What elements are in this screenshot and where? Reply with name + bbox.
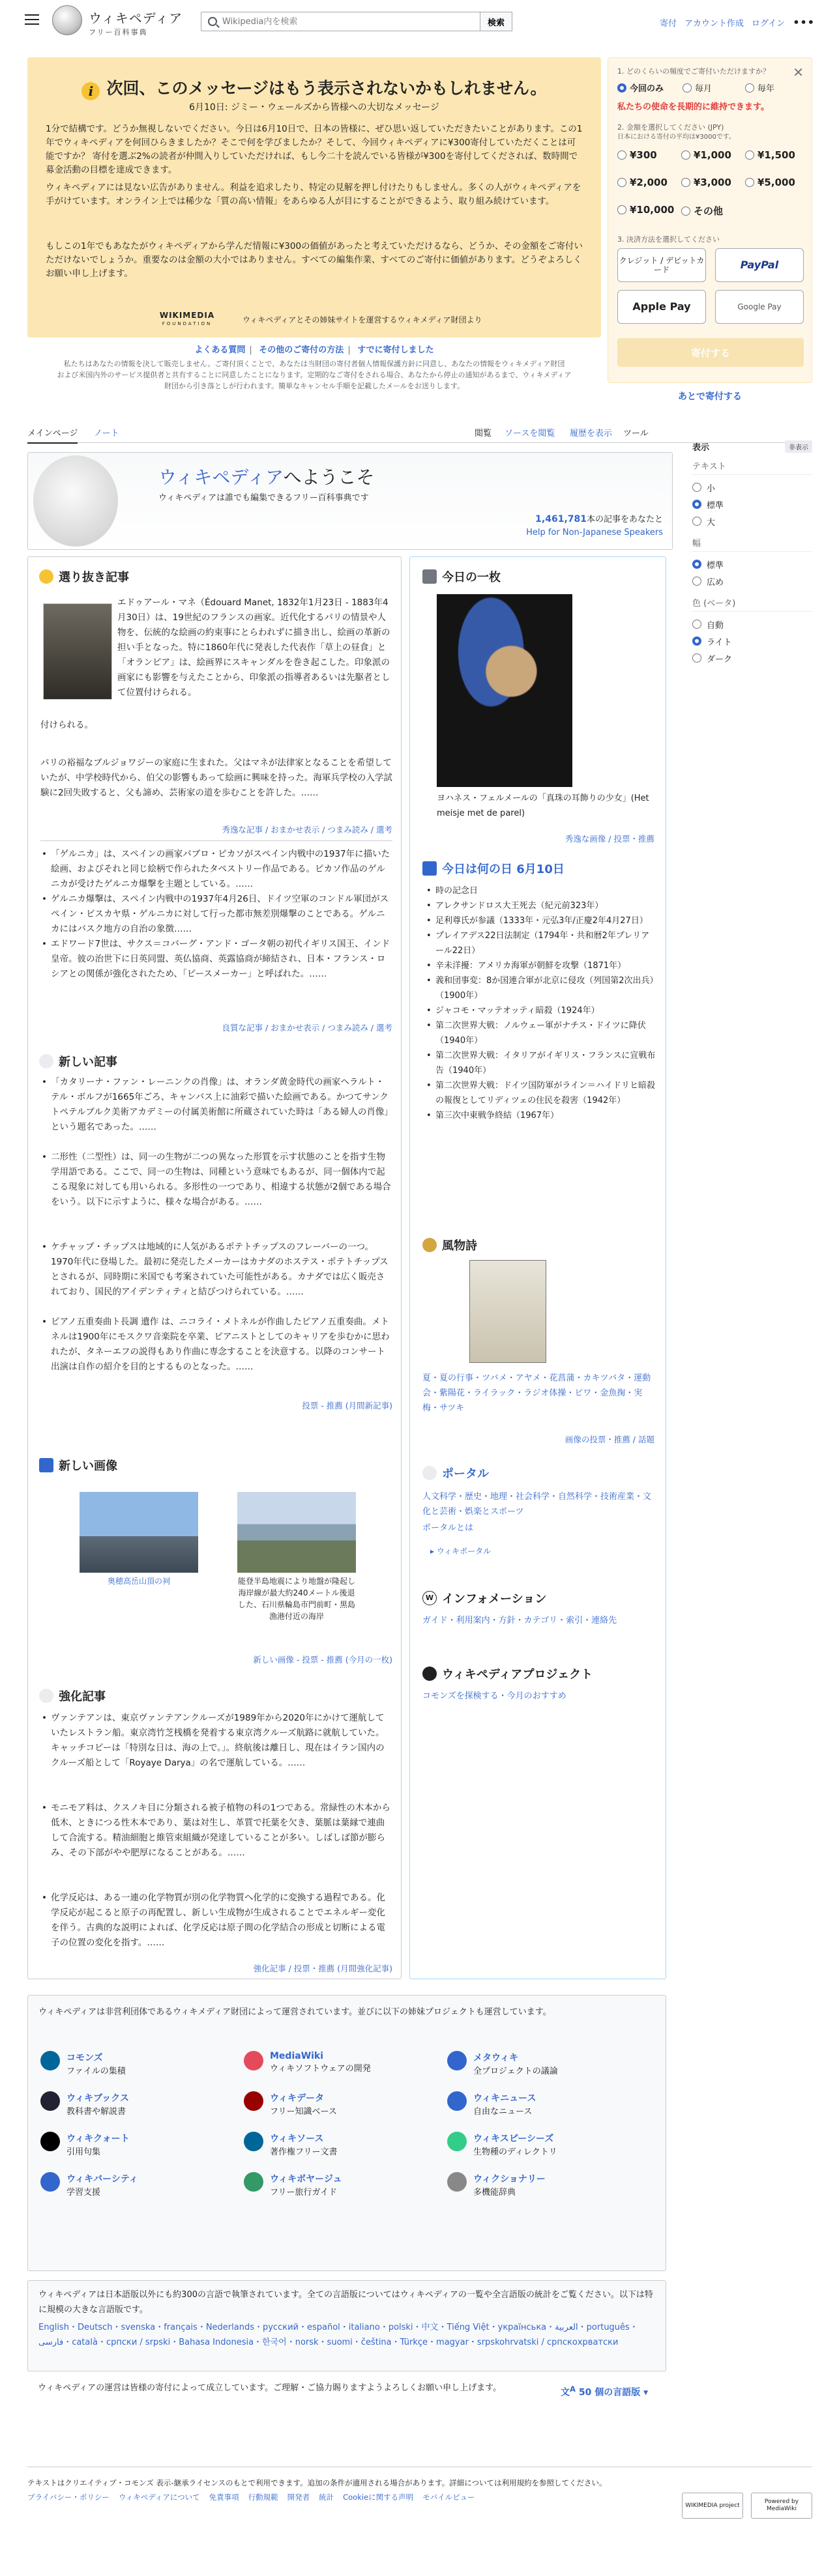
width-label: 幅 xyxy=(692,536,812,552)
portal-heading[interactable]: ポータル xyxy=(422,1465,489,1481)
potd-image[interactable] xyxy=(437,594,572,787)
image-caption-2: 能登半島地震により地盤が隆起し海岸線が最大約240メートル後退した、石川県輪島市門前町・黒島漁港付近の海岸 xyxy=(237,1577,355,1621)
new-images-heading: 新しい画像 xyxy=(39,1457,117,1474)
donate-submit-button[interactable]: 寄付する xyxy=(617,338,804,367)
sister-project[interactable] xyxy=(244,2051,371,2074)
project-heading: ウィキペディアプロジェクト xyxy=(422,1665,593,1682)
good-articles-links[interactable]: 良質な記事 / おまかせ表示 / つまみ読み / 選考 xyxy=(222,1023,392,1033)
amount-2000[interactable]: ¥2,000 xyxy=(617,177,668,188)
project-logo-icon xyxy=(244,2132,263,2151)
wikipedia-w-icon: W xyxy=(422,1591,437,1605)
create-account-link[interactable]: アカウント作成 xyxy=(684,19,744,29)
list-item[interactable]: • ジャコモ・マッテオッティ暗殺（1924年） xyxy=(425,1003,657,1018)
welcome-title: ウィキペディアへようこそ xyxy=(158,466,375,488)
star-icon xyxy=(39,569,53,584)
privacy-link[interactable]: プライバシー・ポリシー xyxy=(27,2493,110,2502)
faq-link[interactable]: よくある質問 xyxy=(194,345,246,355)
languages-list[interactable]: English・Deutsch・svenska・français・Nederlands・русский・español・italiano・polski・中文・Tiếng Việt・українська・العربية・português・فارسی・català・српски / srpski・Bahasa Indonesia・한국어・norsk・suomi・čeština・Türkçe・magyar・srpskohrvatski / српскохрватски xyxy=(38,2323,638,2347)
sister-project[interactable] xyxy=(447,2091,536,2117)
project-icon xyxy=(422,1667,437,1681)
info-body[interactable]: ガイド・利用案内・方針・カテゴリ・索引・連絡先 xyxy=(422,1616,617,1625)
tab-main[interactable]: メインページ xyxy=(27,426,78,444)
project-desc: 教科書や解説書 xyxy=(66,2107,126,2117)
search-input[interactable] xyxy=(222,17,480,27)
enhanced-heading: 強化記事 xyxy=(39,1687,106,1704)
banner-paragraph: もしこの1年でもあなたがウィキペディアから学んだ情報に¥300の価値があったと考えていただけるなら、どうか、その金額をご寄付いただけないでしょうか。重要なのは金額の大小ではありません。すべての編集作業、すべてのご寄付に価値があります。どうぞよろしくお願い申し上げます。 xyxy=(46,241,583,279)
manet-portrait[interactable] xyxy=(43,603,112,700)
project-logo-icon xyxy=(244,2172,263,2192)
project-name[interactable]: MediaWiki xyxy=(270,2051,324,2061)
help-link[interactable]: Help for Non-Japanese Speakers xyxy=(526,528,663,537)
tab-talk[interactable]: ノート xyxy=(94,429,119,438)
onthisday-heading[interactable]: 今日は何の日 6月10日 xyxy=(422,860,565,877)
frequency-note: 私たちの使命を長期的に維持できます。 xyxy=(617,102,769,112)
sister-project[interactable] xyxy=(40,2172,138,2197)
hide-button[interactable]: 非表示 xyxy=(785,440,812,453)
site-tagline: フリー百科事典 xyxy=(89,28,148,36)
sister-project[interactable] xyxy=(447,2051,558,2076)
language-box xyxy=(27,2280,666,2371)
project-name[interactable]: ウィキバーシティ xyxy=(66,2174,138,2184)
project-name[interactable]: ウィキボヤージュ xyxy=(270,2174,342,2184)
banner-subtitle: 6月10日: ジミー・ウェールズから皆様への大切なメッセージ xyxy=(189,102,439,113)
star-outline-icon xyxy=(39,1689,53,1703)
language-count-button[interactable]: 文$^A$ 50 個の言語版 ▾ xyxy=(561,2384,649,2398)
project-name[interactable]: ウィキスピーシーズ xyxy=(473,2134,554,2144)
width-standard[interactable]: 標準 xyxy=(692,556,812,573)
fundraising-banner xyxy=(27,57,601,337)
banner-paragraph: ウィキペディアには見ない広告がありません。利益を追求したり、特定の見解を押し付けたりもしません。多くの人がウィキペディアを手がけています。オンライン上では稀少な「質の高い情報」をあらゆる人が目にすることができるよう、取り組み続けています。 xyxy=(46,182,581,207)
project-desc: フリー知識ベース xyxy=(270,2107,337,2117)
project-name[interactable]: ウィキクォート xyxy=(66,2134,130,2144)
new-images-links[interactable]: 新しい画像 - 投票 - 推薦 (今月の一枚) xyxy=(253,1655,392,1665)
color-label: 色 (ベータ) xyxy=(692,596,812,612)
fudoshi-body[interactable]: 夏・夏の行事・ツバメ・アヤメ・花菖蒲・カキツバタ・運動会・紫陽花・ライラック・ラジオ体操・ビワ・金魚掬・実梅・サツキ xyxy=(422,1373,651,1413)
appearance-title: 表示 xyxy=(692,443,710,453)
appearance-panel xyxy=(692,440,812,666)
list-item[interactable]: • ゲルニカ爆撃は、スペイン内戦中の1937年4月26日、ドイツ空軍のコンドル軍団がスペイン・ビスカヤ県・ゲルニカに対して行った都市無差別爆撃のことである。ゲルニカにはバスク地方の自治の象徴…… xyxy=(40,892,392,937)
banner-fine-print: 私たちはあなたの情報を決して販売しません。ご寄付頂くことで、あなたは当財団の寄付者個人情報保護方針に同意し、あなたの情報をウィキメディア財団 および米国内外のサービス提供者と共有することに同意したことになります。定期的なご寄付をされる場合、あなたから停止の通知があるまで、ウィキメディア 財団から引き落としが行われます。簡単なキャンセル手順を記載したメールをお送りします。 xyxy=(57,360,572,390)
close-icon[interactable]: ✕ xyxy=(793,64,804,80)
calendar-icon xyxy=(422,861,437,876)
freq-monthly[interactable]: 毎月 xyxy=(683,81,712,94)
project-desc: ウィキソフトウェアの開発 xyxy=(270,2064,371,2074)
featured-body: エドゥアール・マネ（Édouard Manet, 1832年1月23日 - 1883年4月30日）は、19世紀のフランスの画家。近代化するパリの情景や人物を、伝統的な絵画の約束事にとらわれずに描き出し、絵画の革新の担い手となった。特に1860年代に発表した代表作「草上の昼食」と「オランピア」は、絵画界にスキャンダルを巻き起こした。印象派の画家にも影響を与えたことから、印象派の指導者あるいは先駆者として位置付けられる。 xyxy=(117,597,390,698)
other-ways-link[interactable]: その他のご寄付の方法 xyxy=(259,345,344,355)
new-image-2[interactable] xyxy=(237,1492,356,1573)
sister-project[interactable] xyxy=(447,2132,557,2157)
sister-project[interactable] xyxy=(244,2172,342,2197)
wikimedia-logo: WIKIMEDIA FOUNDATION xyxy=(159,311,215,326)
project-name[interactable]: ウィキデータ xyxy=(270,2093,325,2104)
project-desc: 引用句集 xyxy=(66,2147,101,2157)
sister-project[interactable] xyxy=(244,2091,337,2117)
project-desc: 全プロジェクトの議論 xyxy=(473,2067,558,2076)
amount-10000[interactable]: ¥10,000 xyxy=(617,204,674,216)
amount-1500[interactable]: ¥1,500 xyxy=(745,149,795,161)
color-dark[interactable]: ダーク xyxy=(692,650,812,666)
color-auto[interactable]: 自動 xyxy=(692,616,812,633)
project-body[interactable]: コモンズを探検する・今月のおすすめ xyxy=(422,1691,566,1701)
project-logo-icon xyxy=(447,2091,467,2111)
user-links xyxy=(660,16,815,29)
project-desc: 著作権フリー文書 xyxy=(270,2147,338,2157)
list-item[interactable]: • プレイアデス22日法制定（1794年・共和暦2年プレリアール22日） xyxy=(425,928,657,958)
list-item[interactable]: • ヴァンテアンは、東京ヴァンテアンクルーズが1989年から2020年にかけて運航していたレストラン船。東京湾竹芝桟橋を発着する東京湾クルーズ航路に就航していた。キャッチコピーは「特別な日は、海の上で。」。終航後は離日し、現在はイラン国内のクルーズ船として「Royaye Darya」の名で運航している。…… xyxy=(40,1711,392,1801)
project-desc: フリー旅行ガイド xyxy=(270,2188,338,2197)
featured-heading: 選り抜き記事 xyxy=(39,568,129,585)
list-item[interactable]: • エドワード7世は、サクス＝コバーグ・アンド・ゴータ朝の初代イギリス国王、インド皇帝。彼の治世下に日英同盟、英仏協商、英露協商が締結され、日本・フランス・ロシアとの関係が強化されたため、「ピースメーカー」と呼ばれた。…… xyxy=(40,937,392,997)
project-name[interactable]: ウィキブックス xyxy=(66,2093,130,2104)
about-link[interactable]: ウィキペディアについて xyxy=(118,2493,200,2502)
project-logo-icon xyxy=(447,2172,467,2192)
mobile-view-link[interactable]: モバイルビュー xyxy=(422,2493,475,2502)
search-box xyxy=(201,12,481,31)
footer-logos xyxy=(682,2493,812,2519)
project-desc: 多機能辞典 xyxy=(473,2188,516,2197)
amount-300[interactable]: ¥300 xyxy=(617,149,657,161)
freq-once[interactable]: 今回のみ xyxy=(617,81,664,94)
frequency-question: 1. どのくらいの頻度でご寄付いただけますか？ xyxy=(617,67,770,76)
list-item[interactable]: • アレクサンドロス大王死去（紀元前323年） xyxy=(425,898,657,913)
enhanced-links[interactable]: 強化記事 / 投票・推薦 (月間強化記事) xyxy=(253,1964,392,1973)
sister-project[interactable] xyxy=(40,2091,129,2117)
portal-icon xyxy=(422,1466,437,1480)
payment-question: 3. 決済方法を選択してください xyxy=(617,235,720,244)
license-text: テキストはクリエイティブ・コモンズ 表示-継承ライセンスのもとで利用できます。追加の条件が適用される場合があります。詳細については利用規約を参照してください。 xyxy=(27,2478,607,2487)
season-icon xyxy=(422,1238,437,1252)
width-wide[interactable]: 広め xyxy=(692,573,812,590)
banner-title: 次回、このメッセージはもう表示されないかもしれません。 xyxy=(106,79,547,98)
pay-paypal-button[interactable]: PayPal xyxy=(715,248,804,282)
new-articles-heading: 新しい記事 xyxy=(39,1053,117,1070)
languages-intro: ウィキペディアは日本語版以外にも約300の言語で執筆されています。全ての言語版についてはウィキペディアの一覧や全言語版の統計をご覧ください。以下は特に規模の大きな言語版です。 xyxy=(38,2290,653,2315)
project-desc: 学習支援 xyxy=(66,2188,101,2197)
donate-link[interactable]: 寄付 xyxy=(660,19,677,29)
amount-other[interactable]: その他 xyxy=(681,204,723,218)
donate-later-link[interactable]: あとで寄付する xyxy=(678,392,742,402)
featured-body-tail: 付けられる。 xyxy=(40,720,93,730)
new-articles-links[interactable]: 投票 - 推薦 (月間新記事) xyxy=(302,1401,392,1410)
cookie-link[interactable]: Cookieに関する声明 xyxy=(343,2493,414,2502)
amount-question: 2. 金額を選択してください (JPY) xyxy=(617,123,724,132)
search-icon xyxy=(208,17,217,26)
disclaimer-link[interactable]: 免責事項 xyxy=(209,2493,239,2502)
onthisday-list xyxy=(425,883,657,1123)
tab-history[interactable]: 履歴を表示 xyxy=(570,429,613,438)
potd-heading: 今日の一枚 xyxy=(422,568,501,585)
wikipedia-logo-icon[interactable] xyxy=(52,5,82,35)
list-item[interactable]: • 「ゲルニカ」は、スペインの画家パブロ・ピカソがスペイン内戦中の1937年に描いた絵画、およびそれと同じ絵柄で作られたタペストリー作品である。ピカソ作品のゲルニカが受けたゲルニカ爆撃を主題としている。…… xyxy=(40,847,392,892)
featured-body2: パリの裕福なブルジョワジーの家庭に生まれた。父はマネが法律家となることを希望していたが、中学校時代から、伯父の影響もあって絵画に興味を持った。海軍兵学校の入学試験に2回失敗すると、父も諦め、芸術家の道を歩むことを許した。…… xyxy=(40,758,392,798)
amount-5000[interactable]: ¥5,000 xyxy=(745,177,795,188)
text-small[interactable]: 小 xyxy=(692,479,812,496)
project-desc: ファイルの集積 xyxy=(66,2067,126,2076)
list-item[interactable]: • 第二次世界大戦：ノルウェー軍がナチス・ドイツに降伏（1940年） xyxy=(425,1018,657,1048)
text-size-label: テキスト xyxy=(692,459,812,475)
banner-links: よくある質問 | その他のご寄付の方法 | すでに寄付しました xyxy=(194,345,434,355)
search-button[interactable]: 検索 xyxy=(480,12,512,31)
site-name: ウィキペディア xyxy=(89,10,183,26)
project-logo-icon xyxy=(244,2051,263,2070)
amount-hint: 日本における寄付の平均は¥3000です。 xyxy=(617,134,736,141)
article-count: 1,461,781本の記事をあなたと Help for Non-Japanese Speakers xyxy=(526,513,663,539)
featured-links[interactable]: 秀逸な記事 / おまかせ表示 / つまみ読み / 選考 xyxy=(222,825,392,835)
project-logo-icon xyxy=(40,2172,60,2192)
project-logo-icon xyxy=(447,2132,467,2151)
enhanced-list xyxy=(40,1711,392,1966)
wikiportal-link[interactable]: ▸ ウィキポータル xyxy=(430,1547,492,1556)
tab-tools[interactable]: ツール xyxy=(623,429,649,438)
header xyxy=(0,0,837,43)
amount-1000[interactable]: ¥1,000 xyxy=(681,149,731,161)
photo-icon xyxy=(422,569,437,584)
list-item[interactable]: • 義和団事変：8か国連合軍が北京に侵攻（列国第2次出兵）（1900年） xyxy=(425,973,657,1003)
project-logo-icon xyxy=(40,2091,60,2111)
donate-note: ウィキペディアの運営は皆様の寄付によって成立しています。ご理解・ご協力賜りますようよろしくお願い申し上げます。 xyxy=(38,2383,502,2393)
image-caption-1[interactable]: 奥穂高岳山頂の祠 xyxy=(107,1577,170,1586)
project-name[interactable]: ウィキニュース xyxy=(473,2093,536,2104)
portal-about-link[interactable]: ポータルとは xyxy=(422,1523,474,1533)
project-name[interactable]: ウィクショナリー xyxy=(473,2174,546,2184)
login-link[interactable]: ログイン xyxy=(751,19,786,29)
project-name[interactable]: ウィキソース xyxy=(270,2134,324,2144)
text-large[interactable]: 大 xyxy=(692,513,812,530)
sister-project[interactable] xyxy=(40,2132,130,2157)
list-item[interactable]: • モニモア料は、クスノキ目に分類される被子植物の科の1つである。常緑性の木本から低木、ときにつる性木本であり、葉は対生し、革質で托葉を欠き、葉脈は葉縁で連曲して合流する。精油細胞と維管束組織が発達していることが多い。しばしば節が膨らみ、その下部がやや肥厚になることがある。…… xyxy=(40,1801,392,1891)
site-logo-text[interactable] xyxy=(89,8,183,37)
list-item[interactable]: • 辛未洋擾：アメリカ海軍が朝鮮を攻撃（1871年） xyxy=(425,958,657,973)
list-item[interactable]: • 二形性（二型性）は、同一の生物が二つの異なった形質を示す状態のことを指す生物学用語である。ここで、同一の生物は、同種という意味でもあるが、同一個体内で起こる現象に対しても用いられる。多形性の一つであり、相違する状態が2個である場合をいう。以下に示すように、様々な場合がある。…… xyxy=(40,1150,392,1240)
fudoshi-links[interactable]: 画像の投票・推薦 / 話題 xyxy=(565,1435,654,1444)
pay-googlepay-button[interactable]: Google Pay xyxy=(715,290,804,324)
list-item[interactable]: • ピアノ五重奏曲ト長調 遺作 は、ニコライ・メトネルが作曲したピアノ五重奏曲。メトネルは1900年にモスクワ音楽院を卒業、ピアニストとしてのキャリアを歩むかに思われたが、タネーエフの説得もあり作曲に専念することを決意する。以降のコンサート出演は自作の紹介を目的とするものとなった。…… xyxy=(40,1315,392,1390)
wikimedia-project-badge[interactable]: WIKIMEDIA project xyxy=(682,2493,743,2519)
potd-links[interactable]: 秀逸な画像 / 投票・推薦 xyxy=(565,834,654,844)
already-donated-link[interactable]: すでに寄付しました xyxy=(357,345,434,355)
projects-intro: ウィキペディアは非営利団体であるウィキメディア財団によって運営されています。並びに以下の姉妹プロジェクトも運営しています。 xyxy=(38,2007,551,2017)
project-logo-icon xyxy=(40,2051,60,2070)
list-item[interactable]: • ケチャップ・チップスは地域的に人気があるポテトチップスのフレーバーの一つ。1970年代に登場した。最初に発売したメーカーはカナダのホステス・ポテトチップスとされるが、同時期に米国でも考案されていた可能性がある。カナダでは広く販売されており、国民的アイデンティティと結びつけられている。…… xyxy=(40,1240,392,1315)
welcome-subtitle: ウィキペディアは誰でも編集できるフリー百科事典です xyxy=(158,493,369,503)
project-logo-icon xyxy=(447,2051,467,2070)
good-articles-list xyxy=(40,847,392,997)
tab-read[interactable]: 閲覧 xyxy=(475,429,492,438)
list-item[interactable]: • 足利尊氏が参議（1333年・元弘3年/正慶2年4月27日） xyxy=(425,913,657,928)
image-icon xyxy=(39,1458,53,1472)
list-item[interactable]: • 「カタリーナ・ファン・レーニンクの肖像」は、オランダ黄金時代の画家ヘラルト・テル・ボルフが1665年ごろ、キャンバス上に油彩で描いた絵画である。かつてサンクトペテルブルク美術アカデミーの付属美術館に所蔵されていた時は「ある婦人の肖像」という題名であった。…… xyxy=(40,1075,392,1150)
potd-caption: ヨハネス・フェルメールの「真珠の耳飾りの少女」(Het meisje met de parel) xyxy=(437,794,649,818)
project-desc: 自由なニュース xyxy=(473,2107,533,2117)
stats-link[interactable]: 統計 xyxy=(319,2493,334,2502)
new-image-1[interactable] xyxy=(80,1492,198,1573)
fudoshi-heading: 風物詩 xyxy=(422,1237,477,1253)
color-light[interactable]: ライト xyxy=(692,633,812,650)
text-standard[interactable]: 標準 xyxy=(692,496,812,513)
info-heading: W インフォメーション xyxy=(422,1590,546,1607)
freq-yearly[interactable]: 毎年 xyxy=(745,81,774,94)
sister-project[interactable] xyxy=(244,2132,337,2157)
portal-body[interactable]: 人文科学・歴史・地理・社会科学・自然科学・技術産業・文化と芸術・娯楽とスポーツ xyxy=(422,1492,652,1517)
project-desc: 生物種のディレクトリ xyxy=(473,2147,557,2157)
pay-applepay-button[interactable]: Apple Pay xyxy=(617,290,706,324)
more-icon[interactable]: ••• xyxy=(793,16,815,29)
banner-paragraph: 1分で結構です。どうか無視しないでください。今日は6月10日で、日本の皆様に、ぜひ思い返していただきたいことがあります。この1年でウィキペディアを何回ひらきましたか？そこで何を学びましたか？そして、今回ウィキペディアに¥300寄付していただくことは可能ですか？ 寄付を選ぶ2%の読者が仲間入りしていただければ、もし今二十を読んでいる皆様が¥300を寄付してくだされば、数時間で募金活動の目標を達成できます。 xyxy=(46,124,583,175)
banner-signature: ウィキペディアとその姉妹サイトを運営するウィキメディア財団より xyxy=(242,315,482,324)
list-item[interactable]: • 第二次世界大戦：イタリアがイギリス・フランスに宣戦布告（1940年） xyxy=(425,1048,657,1078)
sister-project[interactable] xyxy=(40,2051,126,2076)
list-item[interactable]: • 第二次世界大戦：ドイツ国防軍がライン＝ハイドリヒ暗殺の報復としてリディツェの住民を殺害（1942年） xyxy=(425,1078,657,1108)
pay-card-button[interactable]: クレジット / デビットカード xyxy=(617,248,706,282)
mediawiki-badge[interactable]: Powered by MediaWiki xyxy=(751,2493,812,2519)
new-articles-list xyxy=(40,1075,392,1390)
project-name[interactable]: コモンズ xyxy=(66,2053,103,2063)
list-item[interactable]: • 時の記念日 xyxy=(425,883,657,898)
list-item[interactable]: • 化学反応は、ある一連の化学物質が別の化学物質へ化学的に変換する過程である。化学反応が起こると原子の再配置し、新しい生成物が生成されることでエネルギー変化を伴う。古典的な説明によれば、化学反応は原子間の化学結合の形成と切断による電子の位置の変化を指す。…… xyxy=(40,1891,392,1966)
fudoshi-image[interactable] xyxy=(469,1260,546,1363)
info-icon: i xyxy=(81,82,100,100)
sister-project[interactable] xyxy=(447,2172,546,2197)
welcome-box xyxy=(27,452,673,550)
coc-link[interactable]: 行動規範 xyxy=(248,2493,278,2502)
sparkle-icon xyxy=(39,1054,53,1068)
project-logo-icon xyxy=(40,2132,60,2151)
puzzle-globe-icon xyxy=(33,455,118,547)
list-item[interactable]: • 第三次中東戦争終結（1967年） xyxy=(425,1108,657,1123)
menu-icon[interactable] xyxy=(25,14,39,26)
amount-3000[interactable]: ¥3,000 xyxy=(681,177,731,188)
tab-source[interactable]: ソースを閲覧 xyxy=(505,429,555,438)
donation-form xyxy=(608,57,812,383)
project-name[interactable]: メタウィキ xyxy=(473,2053,519,2063)
developers-link[interactable]: 開発者 xyxy=(287,2493,310,2502)
project-logo-icon xyxy=(244,2091,263,2111)
